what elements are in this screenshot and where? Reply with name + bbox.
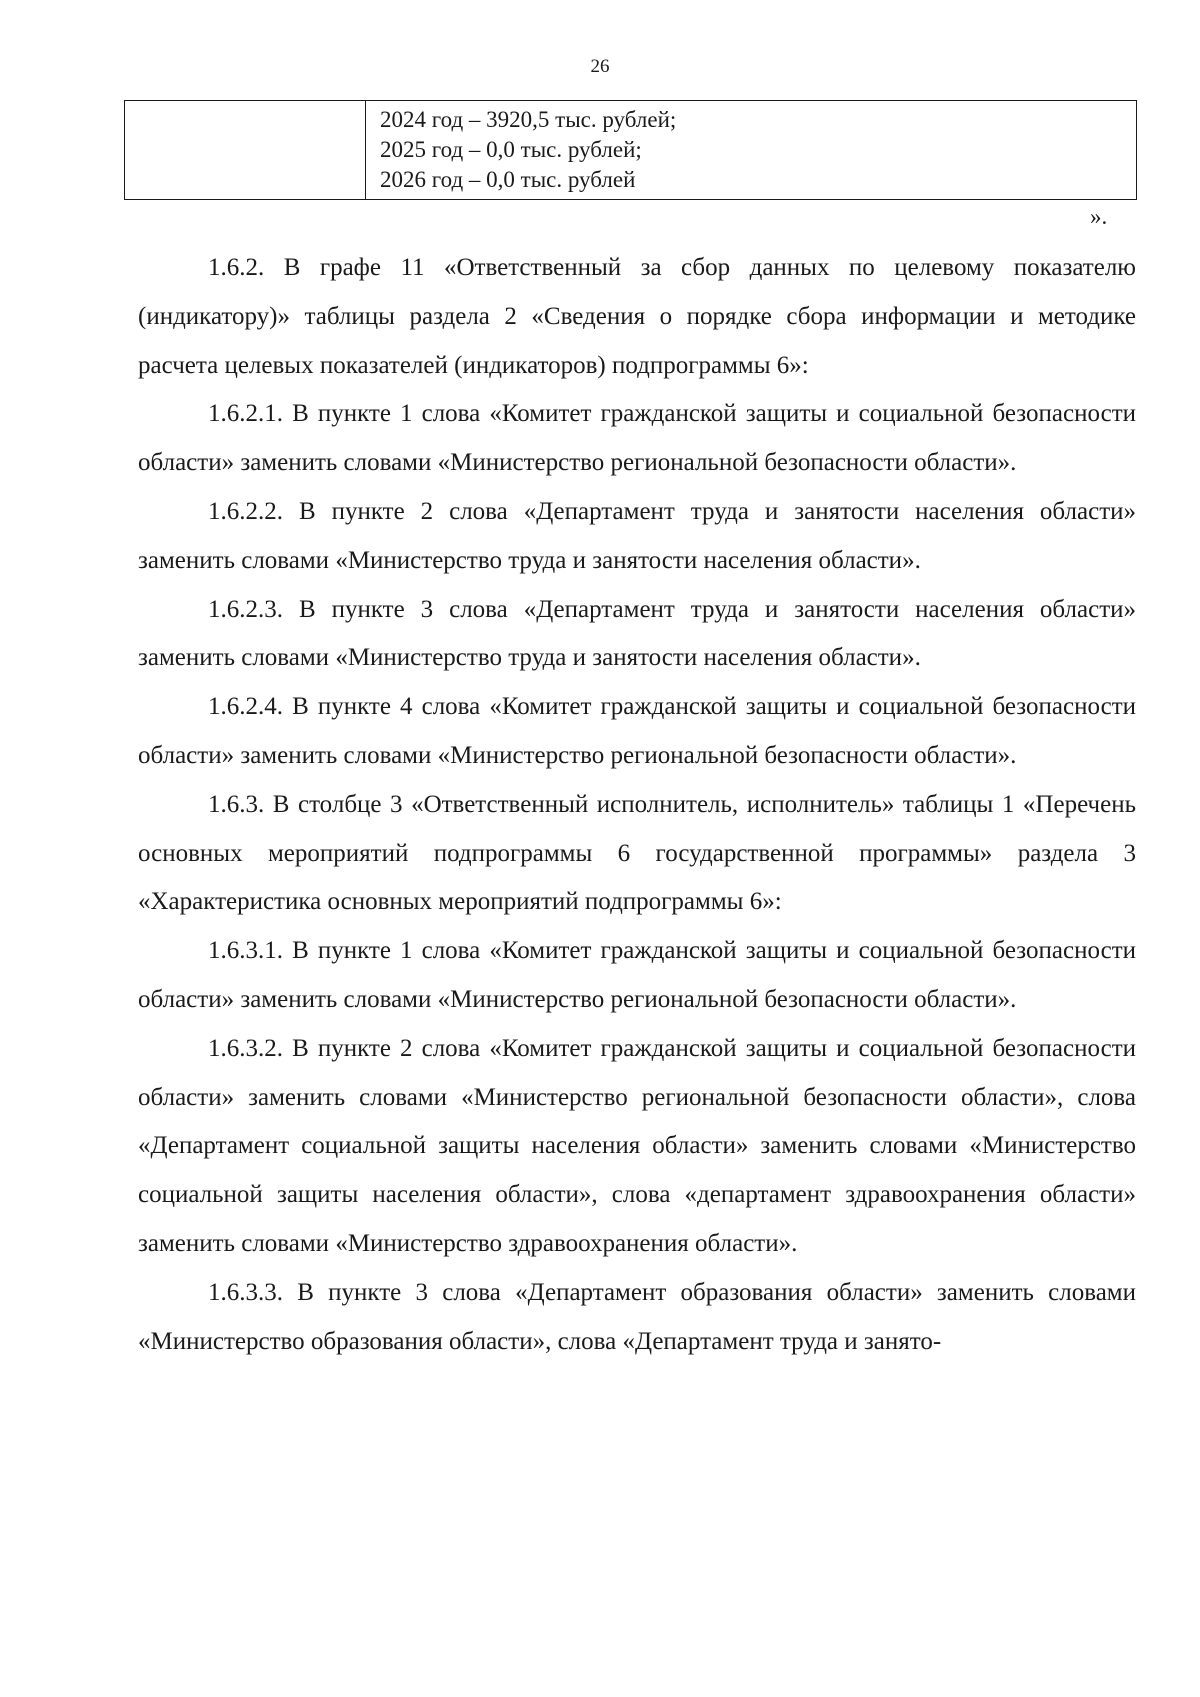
paragraph-1-6-2-3: 1.6.2.3. В пункте 3 слова «Департамент труда и занятости населения области» заменить словами «Министерство труда и занятости населения области». (138, 595, 1136, 672)
paragraph-1-6-2-1: 1.6.2.1. В пункте 1 слова «Комитет гражданской защиты и социальной безопасности области» заменить словами «Министерство региональной безопасности области». (138, 400, 1136, 477)
paragraph-1-6-3-1: 1.6.3.1. В пункте 1 слова «Комитет гражданской защиты и социальной безопасности области» заменить словами «Министерство региональной безопасности области». (138, 937, 1136, 1013)
page-number: 26 (590, 56, 610, 77)
funding-line-2026: 2026 год – 0,0 тыс. рублей (380, 167, 636, 192)
funding-line-2024: 2024 год – 3920,5 тыс. рублей; (380, 107, 677, 132)
funding-table (124, 100, 1137, 200)
table-closing-quote: ». (1090, 204, 1108, 229)
paragraph-1-6-3: 1.6.3. В столбце 3 «Ответственный исполнитель, исполнитель» таблицы 1 «Перечень основных мероприятий подпрограммы 6 государственной программы» раздела 3 «Характеристика основных мероприятий подпрограммы 6»: (138, 790, 1136, 916)
paragraph-1-6-2-4: 1.6.2.4. В пункте 4 слова «Комитет гражданской защиты и социальной безопасности области» заменить словами «Министерство региональной безопасности области». (138, 693, 1136, 769)
paragraph-1-6-3-3: 1.6.3.3. В пункте 3 слова «Департамент образования области» заменить словами «Министерство образования области», слова «Департамент труда и занято- (138, 1278, 1136, 1355)
funding-line-2025: 2025 год – 0,0 тыс. рублей; (380, 137, 642, 162)
funding-table-right-cell (366, 101, 1136, 199)
paragraph-1-6-2-2: 1.6.2.2. В пункте 2 слова «Департамент труда и занятости населения области» заменить словами «Министерство труда и занятости населения области». (138, 497, 1136, 574)
funding-table-left-cell (125, 101, 366, 199)
paragraph-1-6-2: 1.6.2. В графе 11 «Ответственный за сбор данных по целевому показателю (индикатору)» таблицы раздела 2 «Сведения о порядке сбора информации и методике расчета целевых показателей (индикаторов) подпрограммы 6»: (138, 254, 1136, 379)
paragraph-1-6-3-2: 1.6.3.2. В пункте 2 слова «Комитет гражданской защиты и социальной безопасности области» заменить словами «Министерство региональной безопасности области», слова «Департамент социальной защиты населения области» заменить словами «Министерство социальной защиты населения области», слова «департамент здравоохранения области» заменить словами «Министерство здравоохранения области». (138, 1034, 1136, 1257)
document-body (138, 244, 1136, 1366)
